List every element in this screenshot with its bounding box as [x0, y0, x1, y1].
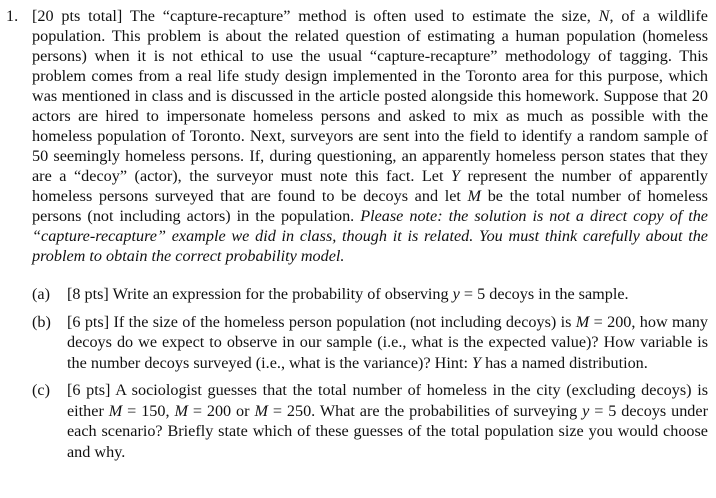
part-c-math-m2: M	[174, 401, 188, 420]
part-c-text-start: [6 pts] A sociologist guesses that the total number of homeless in the city (excluding decoys) is either	[67, 381, 708, 420]
problem-text-after-m: be the total number of homeless persons (not including actors) in the population.	[32, 187, 708, 225]
part-a	[32, 284, 708, 305]
part-a-math-y: y	[452, 285, 460, 303]
part-a-label: (a)	[32, 285, 50, 303]
variable-y: Y	[451, 167, 461, 185]
problem-1	[6, 6, 708, 266]
problem-text-start: [20 pts total] The “capture-recapture” method is often used to estimate the size,	[32, 7, 599, 25]
part-c	[32, 380, 708, 462]
part-b	[32, 312, 708, 374]
part-c-value-2: = 200 or	[187, 401, 255, 420]
problem-paragraph	[32, 6, 708, 266]
part-b-math-y: Y	[472, 353, 482, 372]
part-b-text-start: [6 pts] If the size of the homeless person population (not including decoys) is	[67, 312, 576, 331]
problem-number: 1.	[6, 7, 19, 25]
part-b-text-mid: = 200, how many decoys do we expect to observe in our sample (i.e., what is the expected value)? How variable is the number decoys surveyed (i.e., what is the variance)? Hint:	[67, 312, 708, 372]
variable-n: N	[598, 7, 610, 25]
part-b-label: (b)	[32, 312, 51, 331]
part-b-math-m: M	[575, 312, 590, 331]
part-b-text-end: has a named distribution.	[481, 353, 648, 372]
variable-m: M	[467, 187, 482, 205]
part-c-math-m1: M	[108, 401, 123, 420]
part-a-text-end: = 5 decoys in the sample.	[459, 285, 629, 303]
part-a-text-start: [8 pts] Write an expression for the probability of observing	[67, 285, 453, 303]
part-c-value-1: = 150,	[122, 401, 175, 420]
part-c-label: (c)	[32, 381, 50, 399]
part-a-text	[67, 284, 708, 305]
part-c-math-y: y	[582, 401, 590, 420]
part-c-math-m3: M	[254, 401, 268, 420]
problem-text-after-n: , of a wildlife population. This problem is about the related question of estimating a human population (homeless persons) when it is not ethical to use the usual “capture-recapture” methodology of tagging. This problem comes from a real life study design implemented in the Toronto area for this purpose, which was mentioned in class and is discussed in the article posted alongside this homework. Suppose that 20 actors are hired to impersonate homeless persons and asked to mix as much as possible with the homeless population of Toronto. Next, surveyors are sent into the field to identify a random sample of 50 seemingly homeless persons. If, during questioning, an apparently homeless person states that they are a “decoy” (actor), the surveyor must note this fact. Let	[32, 7, 708, 185]
part-b-text	[67, 312, 708, 374]
problem-statement	[32, 6, 708, 266]
part-c-text	[67, 380, 708, 462]
problem-text-after-y: represent the number of apparently homeless persons surveyed that are found to be decoys and let	[32, 167, 708, 205]
part-c-text-end: = 5 decoys under each scenario? Briefly state which of these guesses of the total population size you would choose and why.	[67, 401, 708, 461]
problem-note: Please note: the solution is not a direct copy of the “capture-recapture” example we did in class, though it is related. You must think carefully about the problem to obtain the correct probability model.	[32, 207, 708, 265]
problem-parts	[6, 284, 708, 462]
part-c-value-3: = 250. What are the probabilities of surveying	[267, 401, 583, 420]
